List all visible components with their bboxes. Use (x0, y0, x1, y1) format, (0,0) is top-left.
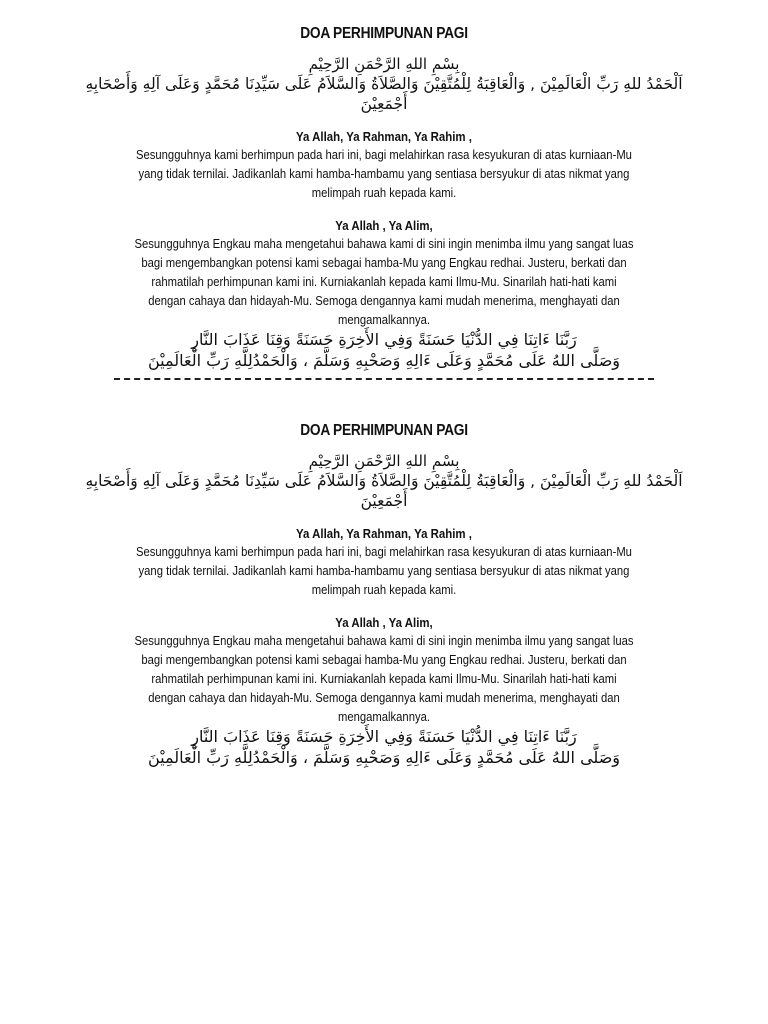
heading-ya-rahman: Ya Allah, Ya Rahman, Ya Rahim , (296, 526, 472, 541)
heading-ya-alim: Ya Allah , Ya Alim, (335, 615, 433, 630)
rabbana-line: رَبَّنَا ءَاتِنَا فِي الدُّنْيَا حَسَنَةً وَفِي الأَخِرَةِ حَسَنَةً وَقِنَا عَذَابَ النَّارِ (191, 727, 577, 746)
prayer-section-2 (0, 421, 768, 769)
hamdalah-line: اَلْحَمْدُ للهِ رَبِّ الْعَالَمِيْنَ , وَالْعَاقِبَةُ لِلْمُتَّقِيْنَ وَالصَّلاَةُ وَالسَّلاَمُ عَلَى سَيِّدِنَا مُحَمَّدٍ وَعَلَى آلِهِ وَأَصْحَابِهِ أَجْمَعِيْنَ (85, 472, 683, 510)
basmala-line: بِسْمِ اللهِ الرَّحْمَنِ الرَّحِيْمِ (308, 55, 460, 73)
paragraph-gratitude: Sesungguhnya kami berhimpun pada hari ini, bagi melahirkan rasa kesyukuran di atas kurniaan-Mu yang tidak ternilai. Jadikanlah kami hamba-hambamu yang sentiasa bersyukur di atas nikmat yang melimpah ruah kepada kami. (136, 148, 632, 200)
dashed-divider (114, 378, 654, 380)
paragraph-knowledge: Sesungguhnya Engkau maha mengetahui bahawa kami di sini ingin menimba ilmu yang sangat luas bagi mengembangkan potensi kami sebagai hamba-Mu yang Engkau redhai. Justeru, berkati dan rahmatilah perhimpunan kami ini. Kurniakanlah kepada kami Ilmu-Mu. Sinarilah hati-hati kami dengan cahaya dan hidayah-Mu. Semoga dengannya kami mudah menerima, menghayati dan mengamalkannya. (134, 634, 634, 724)
rabbana-line: رَبَّنَا ءَاتِنَا فِي الدُّنْيَا حَسَنَةً وَفِي الأَخِرَةِ حَسَنَةً وَقِنَا عَذَابَ النَّارِ (191, 330, 577, 349)
prayer-section-1 (0, 24, 768, 372)
salawat-line: وَصَلَّى اللهُ عَلَى مُحَمَّدٍ وَعَلَى ءَالِهِ وَصَحْبِهِ وَسَلَّمَ ، وَالْحَمْدُلِلَّهِ رَبِّ الْعَالَمِيْنَ (147, 748, 621, 767)
hamdalah-line: اَلْحَمْدُ للهِ رَبِّ الْعَالَمِيْنَ , وَالْعَاقِبَةُ لِلْمُتَّقِيْنَ وَالصَّلاَةُ وَالسَّلاَمُ عَلَى سَيِّدِنَا مُحَمَّدٍ وَعَلَى آلِهِ وَأَصْحَابِهِ أَجْمَعِيْنَ (85, 75, 683, 113)
section-title: DOA PERHIMPUNAN PAGI (300, 422, 468, 439)
heading-ya-rahman: Ya Allah, Ya Rahman, Ya Rahim , (296, 129, 472, 144)
salawat-line: وَصَلَّى اللهُ عَلَى مُحَمَّدٍ وَعَلَى ءَالِهِ وَصَحْبِهِ وَسَلَّمَ ، وَالْحَمْدُلِلَّهِ رَبِّ الْعَالَمِيْنَ (147, 351, 621, 370)
paragraph-gratitude: Sesungguhnya kami berhimpun pada hari ini, bagi melahirkan rasa kesyukuran di atas kurniaan-Mu yang tidak ternilai. Jadikanlah kami hamba-hambamu yang sentiasa bersyukur di atas nikmat yang melimpah ruah kepada kami. (136, 545, 632, 597)
paragraph-knowledge: Sesungguhnya Engkau maha mengetahui bahawa kami di sini ingin menimba ilmu yang sangat luas bagi mengembangkan potensi kami sebagai hamba-Mu yang Engkau redhai. Justeru, berkati dan rahmatilah perhimpunan kami ini. Kurniakanlah kepada kami Ilmu-Mu. Sinarilah hati-hati kami dengan cahaya dan hidayah-Mu. Semoga dengannya kami mudah menerima, menghayati dan mengamalkannya. (134, 237, 634, 327)
section-title: DOA PERHIMPUNAN PAGI (300, 25, 468, 42)
heading-ya-alim: Ya Allah , Ya Alim, (335, 218, 433, 233)
basmala-line: بِسْمِ اللهِ الرَّحْمَنِ الرَّحِيْمِ (308, 452, 460, 470)
